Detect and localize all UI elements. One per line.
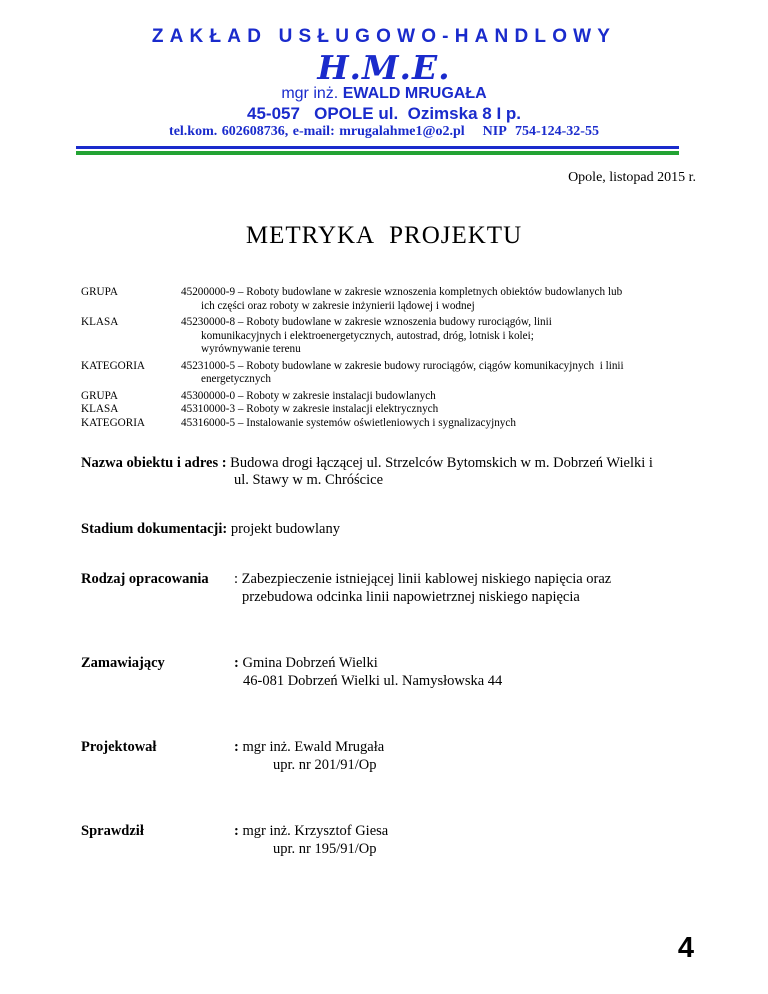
designer-line-1: : mgr inż. Ewald Mrugała bbox=[234, 739, 385, 755]
code-row bbox=[81, 316, 701, 357]
object-line-2: ul. Stawy w m. Chróścice bbox=[234, 472, 384, 488]
object-line-1: Budowa drogi łączącej ul. Strzelców Bytomskich w m. Dobrzeń Wielki i bbox=[230, 455, 653, 471]
code-label: KATEGORIA bbox=[81, 359, 146, 372]
title-word-2: PROJEKTU bbox=[389, 222, 523, 249]
owner-name: EWALD MRUGAŁA bbox=[342, 85, 487, 102]
checker-label: Sprawdził bbox=[81, 823, 144, 839]
type-label: Rodzaj opracowania bbox=[81, 571, 209, 587]
checker-colon: : bbox=[234, 823, 239, 839]
client-line-1: : Gmina Dobrzeń Wielki bbox=[234, 655, 378, 671]
type-line-2: przebudowa odcinka linii napowietrznej niskiego napięcia bbox=[242, 589, 580, 605]
code-row bbox=[81, 417, 701, 431]
contact-line bbox=[0, 124, 768, 140]
code-label: GRUPA bbox=[81, 389, 118, 402]
code-line: 45300000-0 – Roboty w zakresie instalacji budowlanych bbox=[181, 389, 436, 402]
code-row bbox=[81, 286, 701, 313]
nip-number: NIP 754-124-32-55 bbox=[482, 124, 599, 139]
code-row bbox=[81, 360, 701, 387]
code-label: KLASA bbox=[81, 403, 119, 415]
checker-line-2: upr. nr 195/91/Op bbox=[273, 841, 377, 857]
client-colon: : bbox=[234, 655, 239, 671]
type-line-1: : Zabezpieczenie istniejącej linii kablowej niskiego napięcia oraz bbox=[234, 571, 612, 587]
code-value bbox=[181, 417, 701, 431]
code-label: KATEGORIA bbox=[81, 416, 146, 429]
contact-info: tel.kom. 602608736, e-mail: mrugalahme1@o2.pl bbox=[169, 124, 465, 139]
code-line: wyrównywanie terenu bbox=[201, 343, 301, 355]
code-line: komunikacyjnych i elektroenergetycznych, autostrad, dróg, lotnisk i kolei; bbox=[201, 329, 534, 342]
company-name: ZAKŁAD USŁUGOWO-HANDLOWY bbox=[151, 26, 617, 47]
company-logo: H.M.E. bbox=[317, 48, 451, 87]
code-row bbox=[81, 403, 701, 417]
company-address: 45-057 OPOLE ul. Ozimska 8 I p. bbox=[247, 104, 521, 123]
code-line: ich części oraz roboty w zakresie inżynierii lądowej i wodnej bbox=[201, 299, 475, 312]
code-value bbox=[181, 403, 701, 417]
checker-line-1: : mgr inż. Krzysztof Giesa bbox=[234, 823, 389, 839]
owner-prefix: mgr inż. bbox=[281, 85, 339, 102]
code-line: 45316000-5 – Instalowanie systemów oświetleniowych i sygnalizacyjnych bbox=[181, 416, 516, 429]
cpv-codes bbox=[81, 286, 701, 430]
code-line: 45231000-5 – Roboty budowlane w zakresie budowy rurociągów, ciągów komunikacyjnych i linii bbox=[181, 359, 624, 372]
code-line: energetycznych bbox=[201, 373, 271, 385]
divider-blue bbox=[76, 146, 679, 149]
designer-label: Projektował bbox=[81, 739, 157, 755]
client-label: Zamawiający bbox=[81, 655, 165, 671]
stage-field bbox=[81, 521, 340, 538]
stage-label: Stadium dokumentacji: bbox=[81, 521, 228, 537]
owner-line bbox=[0, 85, 768, 103]
code-label: GRUPA bbox=[81, 286, 118, 298]
designer-line-2: upr. nr 201/91/Op bbox=[273, 757, 377, 773]
stage-value: projekt budowlany bbox=[230, 521, 340, 537]
code-label: KLASA bbox=[81, 316, 119, 328]
designer-colon: : bbox=[234, 739, 239, 755]
code-line: 45230000-8 – Roboty budowlane w zakresie wznoszenia budowy rurociągów, linii bbox=[181, 316, 552, 328]
title-word-1: METRYKA bbox=[245, 222, 376, 249]
code-line: 45310000-3 – Roboty w zakresie instalacji elektrycznych bbox=[181, 403, 439, 415]
code-line: 45200000-9 – Roboty budowlane w zakresie wznoszenia kompletnych obiektów budowlanych lub bbox=[181, 286, 623, 298]
code-value bbox=[181, 316, 701, 357]
object-label: Nazwa obiektu i adres : bbox=[81, 455, 227, 471]
object-field bbox=[81, 455, 653, 472]
code-value bbox=[181, 360, 701, 387]
code-value bbox=[181, 286, 701, 313]
document-title bbox=[0, 222, 768, 250]
divider-green bbox=[76, 151, 679, 155]
code-row bbox=[81, 390, 701, 404]
page-number: 4 bbox=[677, 932, 694, 964]
client-line-2: 46-081 Dobrzeń Wielki ul. Namysłowska 44 bbox=[243, 673, 503, 689]
code-value bbox=[181, 390, 701, 404]
date-line: Opole, listopad 2015 r. bbox=[568, 170, 696, 185]
